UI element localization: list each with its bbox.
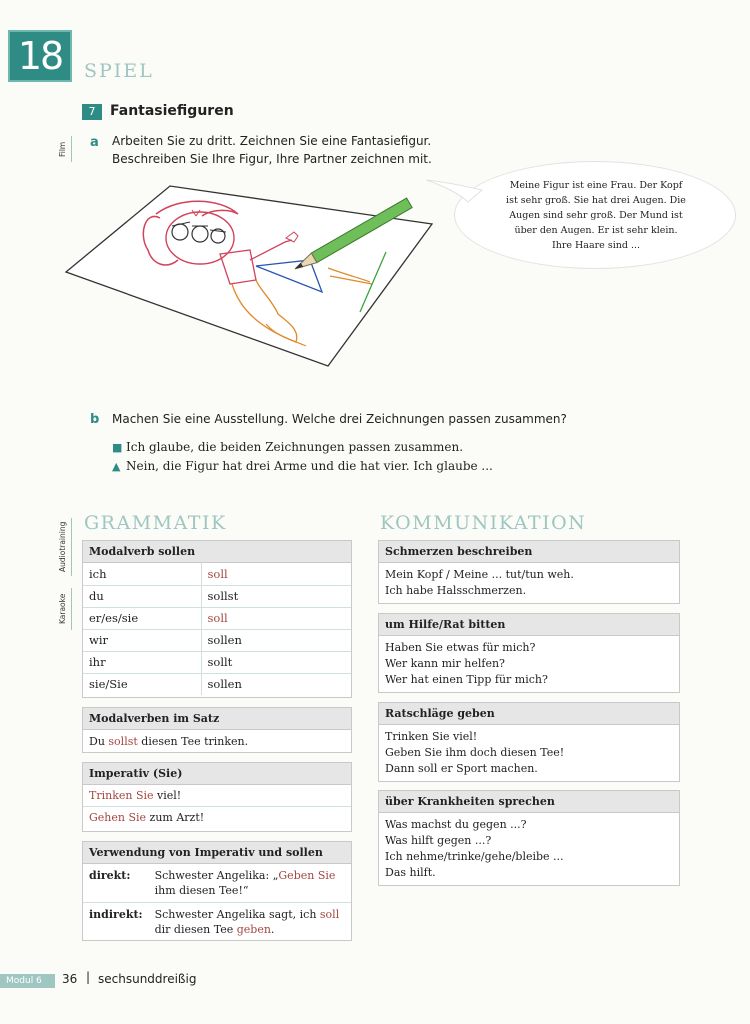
dialog-line-2: ▲ Nein, die Figur hat drei Arme und die hat vier. Ich glaube ...	[112, 457, 493, 476]
speech-bubble-text	[485, 178, 707, 253]
modalverb-box-title: Modalverb sollen	[83, 541, 351, 563]
table-row: wir sollen	[83, 629, 351, 651]
verwendung-table	[83, 864, 351, 941]
part-a-letter: a	[90, 135, 99, 150]
table-row: ich soll	[83, 563, 351, 585]
phrase-line: Was machst du gegen ...?	[385, 818, 527, 831]
part-a-instructions	[112, 132, 432, 168]
side-tab-karaoke[interactable]: Karaoke	[58, 588, 72, 630]
imperativ-title: Imperativ (Sie)	[83, 763, 351, 785]
square-bullet-icon: ■	[112, 441, 123, 454]
kommunikation-box-title: Schmerzen beschreiben	[379, 541, 679, 563]
phrase-line: Trinken Sie viel!	[385, 730, 478, 743]
bubble-line: Augen sind sehr groß. Der Mund ist	[509, 210, 683, 221]
conjugation-table	[83, 563, 351, 695]
phrase-line: Mein Kopf / Meine ... tut/tun weh.	[385, 568, 574, 581]
kommunikation-box-2	[378, 613, 680, 693]
module-tab: Modul 6	[0, 974, 55, 988]
modalverben-satz-title: Modalverben im Satz	[83, 708, 351, 730]
kommunikation-box-4	[378, 790, 680, 886]
side-tab-film[interactable]: Film	[58, 136, 72, 162]
phrase-line: Wer kann mir helfen?	[385, 657, 505, 670]
speech-bubble-tail	[424, 176, 484, 206]
chapter-number: 18	[8, 30, 72, 82]
table-row: er/es/sie soll	[83, 607, 351, 629]
side-tab-audiotraining[interactable]: Audiotraining	[58, 518, 72, 576]
modalverben-satz-example: Du sollst diesen Tee trinken.	[89, 735, 249, 748]
exercise-title: Fantasiefiguren	[110, 103, 234, 119]
page-number-word: sechsunddreißig	[98, 972, 197, 986]
kommunikation-box-title: über Krankheiten sprechen	[379, 791, 679, 813]
exercise-number: 7	[82, 104, 102, 120]
modalverben-satz-box	[82, 707, 352, 753]
triangle-bullet-icon: ▲	[112, 460, 121, 473]
part-a-line2: Beschreiben Sie Ihre Figur, Ihre Partner zeichnen mit.	[112, 152, 432, 166]
phrase-line: Geben Sie ihm doch diesen Tee!	[385, 746, 565, 759]
imperativ-box	[82, 762, 352, 832]
kommunikation-heading: KOMMUNIKATION	[380, 512, 587, 534]
kommunikation-box-title: Ratschläge geben	[379, 703, 679, 725]
phrase-line: Was hilft gegen ...?	[385, 834, 492, 847]
part-b-letter: b	[90, 412, 100, 427]
phrase-line: Haben Sie etwas für mich?	[385, 641, 536, 654]
table-row: indirekt: Schwester Angelika sagt, ich soll dir diesen Tee geben.	[89, 908, 340, 936]
chapter-title: SPIEL	[84, 60, 154, 82]
part-a-line1: Arbeiten Sie zu dritt. Zeichnen Sie eine Fantasiefigur.	[112, 134, 432, 148]
imperativ-example-1: Trinken Sie viel!	[83, 785, 351, 807]
verwendung-box	[82, 841, 352, 941]
kommunikation-box-title: um Hilfe/Rat bitten	[379, 614, 679, 636]
table-row: du sollst	[83, 585, 351, 607]
table-row: direkt: Schwester Angelika: „Geben Sie ihm diesen Tee!“	[83, 864, 351, 903]
phrase-line: Ich nehme/trinke/gehe/bleibe ...	[385, 850, 564, 863]
kommunikation-box-3	[378, 702, 680, 782]
phrase-line: Ich habe Halsschmerzen.	[385, 584, 527, 597]
table-row: ihr sollt	[83, 651, 351, 673]
dialog-line-1: ■ Ich glaube, die beiden Zeichnungen passen zusammen.	[112, 438, 463, 457]
phrase-line: Das hilft.	[385, 866, 436, 879]
bubble-line: ist sehr groß. Sie hat drei Augen. Die	[506, 195, 686, 206]
kommunikation-box-1	[378, 540, 680, 604]
grammatik-heading: GRAMMATIK	[84, 512, 227, 534]
bubble-line: über den Augen. Er ist sehr klein.	[514, 225, 678, 236]
part-b-instruction: Machen Sie eine Ausstellung. Welche drei Zeichnungen passen zusammen?	[112, 412, 567, 426]
table-row: sie/Sie sollen	[83, 673, 351, 695]
page-number: 36	[62, 972, 78, 986]
modalverb-box	[82, 540, 352, 698]
bubble-line: Meine Figur ist eine Frau. Der Kopf	[509, 180, 683, 191]
phrase-line: Dann soll er Sport machen.	[385, 762, 538, 775]
fantasy-figure-drawing	[60, 180, 440, 370]
bubble-line: Ihre Haare sind ...	[551, 240, 641, 251]
verwendung-title: Verwendung von Imperativ und sollen	[83, 842, 351, 864]
footer-separator: |	[86, 970, 91, 984]
phrase-line: Wer hat einen Tipp für mich?	[385, 673, 548, 686]
imperativ-example-2: Gehen Sie zum Arzt!	[89, 811, 205, 824]
